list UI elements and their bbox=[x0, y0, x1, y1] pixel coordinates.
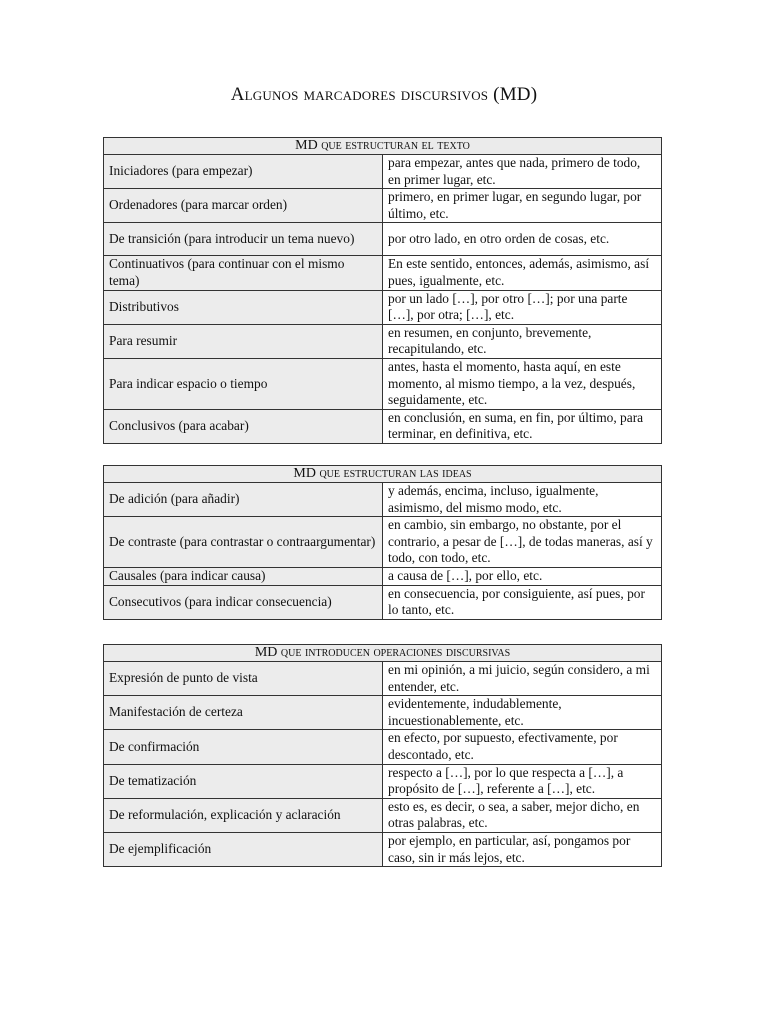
category-cell: Consecutivos (para indicar consecuencia) bbox=[104, 585, 383, 619]
category-cell: Manifestación de certeza bbox=[104, 696, 383, 730]
category-cell: Iniciadores (para empezar) bbox=[104, 155, 383, 189]
category-cell: Distributivos bbox=[104, 290, 383, 324]
table-header: MD que estructuran el texto bbox=[104, 138, 662, 155]
category-cell: De transición (para introducir un tema nuevo) bbox=[104, 223, 383, 256]
table-header-row bbox=[104, 138, 662, 155]
examples-cell: En este sentido, entonces, además, asimismo, así pues, igualmente, etc. bbox=[383, 256, 662, 290]
examples-cell: por ejemplo, en particular, así, pongamos por caso, sin ir más lejos, etc. bbox=[383, 832, 662, 866]
table-row bbox=[104, 155, 662, 189]
table-row bbox=[104, 730, 662, 764]
table-row bbox=[104, 696, 662, 730]
category-cell: Continuativos (para continuar con el mismo tema) bbox=[104, 256, 383, 290]
table-row bbox=[104, 517, 662, 568]
table-header-row bbox=[104, 466, 662, 483]
table-row bbox=[104, 189, 662, 223]
category-cell: Para indicar espacio o tiempo bbox=[104, 358, 383, 409]
page-title: Algunos marcadores discursivos (MD) bbox=[230, 84, 538, 105]
table-row bbox=[104, 832, 662, 866]
table-row bbox=[104, 290, 662, 324]
examples-cell: y además, encima, incluso, igualmente, asimismo, del mismo modo, etc. bbox=[383, 483, 662, 517]
examples-cell: en consecuencia, por consiguiente, así pues, por lo tanto, etc. bbox=[383, 585, 662, 619]
examples-cell: en conclusión, en suma, en fin, por último, para terminar, en definitiva, etc. bbox=[383, 409, 662, 443]
md-table-estructuran-ideas bbox=[103, 465, 662, 620]
examples-cell: antes, hasta el momento, hasta aquí, en este momento, al mismo tiempo, a la vez, después, seguidamente, etc. bbox=[383, 358, 662, 409]
examples-cell: en cambio, sin embargo, no obstante, por el contrario, a pesar de […], de todas maneras, así y todo, con todo, etc. bbox=[383, 517, 662, 568]
category-cell: Conclusivos (para acabar) bbox=[104, 409, 383, 443]
category-cell: Expresión de punto de vista bbox=[104, 662, 383, 696]
examples-cell: evidentemente, indudablemente, incuestionablemente, etc. bbox=[383, 696, 662, 730]
table-row bbox=[104, 358, 662, 409]
table-row bbox=[104, 223, 662, 256]
table-row bbox=[104, 256, 662, 290]
category-cell: De contraste (para contrastar o contraargumentar) bbox=[104, 517, 383, 568]
category-cell: Ordenadores (para marcar orden) bbox=[104, 189, 383, 223]
examples-cell: para empezar, antes que nada, primero de todo, en primer lugar, etc. bbox=[383, 155, 662, 189]
examples-cell: en efecto, por supuesto, efectivamente, por descontado, etc. bbox=[383, 730, 662, 764]
examples-cell: primero, en primer lugar, en segundo lugar, por último, etc. bbox=[383, 189, 662, 223]
examples-cell: en resumen, en conjunto, brevemente, recapitulando, etc. bbox=[383, 324, 662, 358]
category-cell: De confirmación bbox=[104, 730, 383, 764]
category-cell: Para resumir bbox=[104, 324, 383, 358]
table-header: MD que estructuran las ideas bbox=[104, 466, 662, 483]
table-row bbox=[104, 567, 662, 585]
table-row bbox=[104, 324, 662, 358]
examples-cell: por un lado […], por otro […]; por una parte […], por otra; […], etc. bbox=[383, 290, 662, 324]
table-row bbox=[104, 764, 662, 798]
examples-cell: en mi opinión, a mi juicio, según considero, a mi entender, etc. bbox=[383, 662, 662, 696]
category-cell: De tematización bbox=[104, 764, 383, 798]
category-cell: De ejemplificación bbox=[104, 832, 383, 866]
category-cell: De adición (para añadir) bbox=[104, 483, 383, 517]
table-row bbox=[104, 409, 662, 443]
table-row bbox=[104, 483, 662, 517]
table-row bbox=[104, 585, 662, 619]
md-table-estructuran-texto bbox=[103, 137, 662, 444]
table-header-row bbox=[104, 645, 662, 662]
examples-cell: por otro lado, en otro orden de cosas, etc. bbox=[383, 223, 662, 256]
category-cell: Causales (para indicar causa) bbox=[104, 567, 383, 585]
table-header: MD que introducen operaciones discursivas bbox=[104, 645, 662, 662]
table-row bbox=[104, 798, 662, 832]
md-table-operaciones-discursivas bbox=[103, 644, 662, 867]
examples-cell: esto es, es decir, o sea, a saber, mejor dicho, en otras palabras, etc. bbox=[383, 798, 662, 832]
category-cell: De reformulación, explicación y aclaración bbox=[104, 798, 383, 832]
examples-cell: respecto a […], por lo que respecta a […], a propósito de […], referente a […], etc. bbox=[383, 764, 662, 798]
examples-cell: a causa de […], por ello, etc. bbox=[383, 567, 662, 585]
table-row bbox=[104, 662, 662, 696]
